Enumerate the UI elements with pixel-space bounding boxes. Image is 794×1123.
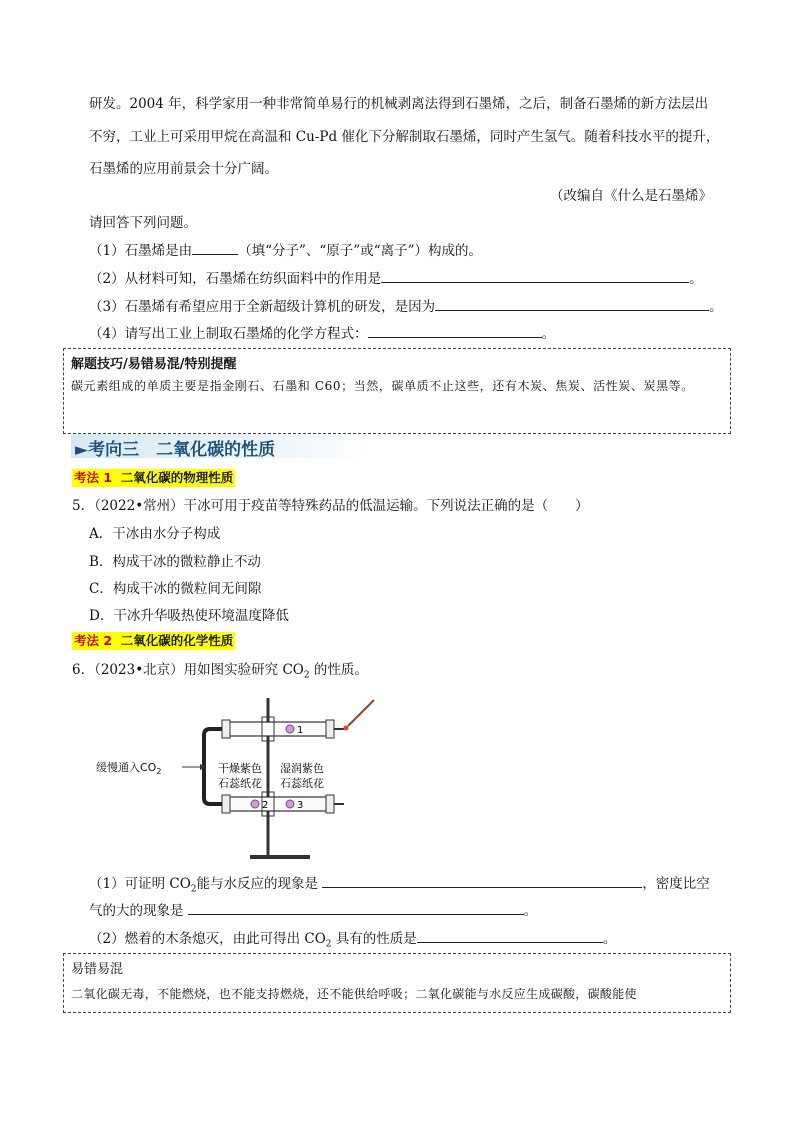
answer-blank[interactable] <box>381 268 689 283</box>
wet-flower-label-1: 湿润紫色 <box>280 762 324 775</box>
section-arrow-icon: ► <box>75 440 89 460</box>
q4-sub-1-text-a: （1）石墨烯是由 <box>89 243 193 259</box>
co2-inlet-label: 缓慢通入$CO_2$ <box>96 761 162 776</box>
q4-sub-4-text-a: （4）请写出工业上制取石墨烯的化学方程式： <box>89 326 368 342</box>
label-3: 3 <box>297 800 304 811</box>
answer-blank[interactable] <box>192 240 238 255</box>
lower-stopper-right <box>326 795 334 813</box>
answer-blank[interactable] <box>417 928 603 943</box>
answer-blank[interactable] <box>368 323 542 338</box>
burning-stick <box>348 700 374 726</box>
q5-stem: 5．（2022•常州）干冰可用于疫苗等特殊药品的低温运输。下列说法正确的是（ ） <box>72 498 589 514</box>
q6-sub-2: （2）燃着的木条熄灭，由此可得出 $CO_2$ 具有的性质是 。 <box>89 928 616 955</box>
flame <box>344 726 349 731</box>
source-citation: （改编自《什么是石墨烯》 <box>550 188 712 204</box>
lower-stopper-left <box>222 795 230 813</box>
q4-sub-4-text-b: 。 <box>541 326 556 342</box>
q5-option-d[interactable]: D．干冰升华吸热使环境温度降低 <box>89 608 289 624</box>
q4-sub-1-text-b: （填“分子”、“原子”或“离子”）构成的。 <box>238 243 483 259</box>
stand-base <box>250 855 310 859</box>
intro-line-1: 研发。2004 年，科学家用一种非常简单易行的机械剥离法得到石墨烯，之后，制备石墨烯的新方法层出 <box>89 96 709 112</box>
intro-line-3: 石墨烯的应用前景会十分广阔。 <box>89 161 278 177</box>
section-title: 考向三 二氧化碳的性质 <box>88 440 276 460</box>
upper-stopper-right <box>326 720 334 738</box>
q6-stem: 6．（2023•北京）用如图实验研究 $CO_2$ 的性质。 <box>72 662 368 681</box>
answer-blank[interactable] <box>322 873 642 888</box>
tip-box-2-body: 二氧化碳无毒，不能燃烧，也不能支持燃烧，还不能供给呼吸；二氧化碳能与水反应生成碳酸，碳酸能使 <box>71 987 637 1001</box>
kaofa-2-label: 考法 2 二氧化碳的化学性质 <box>74 633 234 648</box>
q4-prompt: 请回答下列问题。 <box>89 215 197 231</box>
tip-box-body: 碳元素组成的单质主要是指金刚石、石墨和 C60；当然，碳单质不止这些，还有木炭、焦炭、活性炭、炭黑等。 <box>71 379 694 393</box>
q5-option-c[interactable]: C．构成干冰的微粒间无间隙 <box>89 581 262 597</box>
upper-stopper-left <box>222 720 230 738</box>
upper-tube <box>228 722 328 736</box>
section-header <box>71 434 735 458</box>
q4-sub-3-text-b: 。 <box>709 299 723 315</box>
q4-sub-2 <box>89 268 703 289</box>
wet-paper-flower-3 <box>286 800 294 808</box>
q4-sub-3 <box>89 296 723 317</box>
dry-flower-label-1: 干燥紫色 <box>218 762 262 775</box>
label-2: 2 <box>262 800 269 811</box>
q4-sub-2-text-b: 。 <box>689 271 703 287</box>
q4-sub-1 <box>89 240 482 261</box>
q4-sub-2-text-a: （2）从材料可知，石墨烯在纺织面料中的作用是 <box>89 271 382 287</box>
answer-blank[interactable] <box>435 296 709 311</box>
experiment-apparatus-figure <box>90 692 390 862</box>
tip-box-2-title: 易错易混 <box>71 962 124 977</box>
q5-option-a[interactable]: A．干冰由水分子构成 <box>89 526 221 542</box>
q6-sub-1: （1）可证明 $CO_2$能与水反应的现象是 ，密度比空 <box>89 873 710 900</box>
q4-sub-3-text-a: （3）石墨烯有希望应用于全新超级计算机的研发，是因为 <box>89 299 436 315</box>
dry-flower-label-2: 石蕊纸花 <box>218 777 262 790</box>
tip-box-title: 解题技巧/易错易混/特别提醒 <box>71 357 237 372</box>
answer-blank[interactable] <box>188 900 524 915</box>
q5-option-b[interactable]: B．构成干冰的微粒静止不动 <box>89 554 261 570</box>
lower-tube <box>228 797 328 811</box>
wet-flower-label-2: 石蕊纸花 <box>280 777 324 790</box>
dry-paper-flower-2 <box>251 800 259 808</box>
intro-line-2: 不穷，工业上可采用甲烷在高温和 Cu-Pd 催化下分解制取石墨烯，同时产生氢气。随着科技水平的提升， <box>89 129 720 145</box>
label-1: 1 <box>297 725 304 736</box>
wet-paper-flower-1 <box>286 725 294 733</box>
q4-sub-4 <box>89 323 555 344</box>
q6-sub-1-cont: 气的大的现象是 。 <box>89 900 537 921</box>
kaofa-1-label: 考法 1 二氧化碳的物理性质 <box>74 470 234 485</box>
